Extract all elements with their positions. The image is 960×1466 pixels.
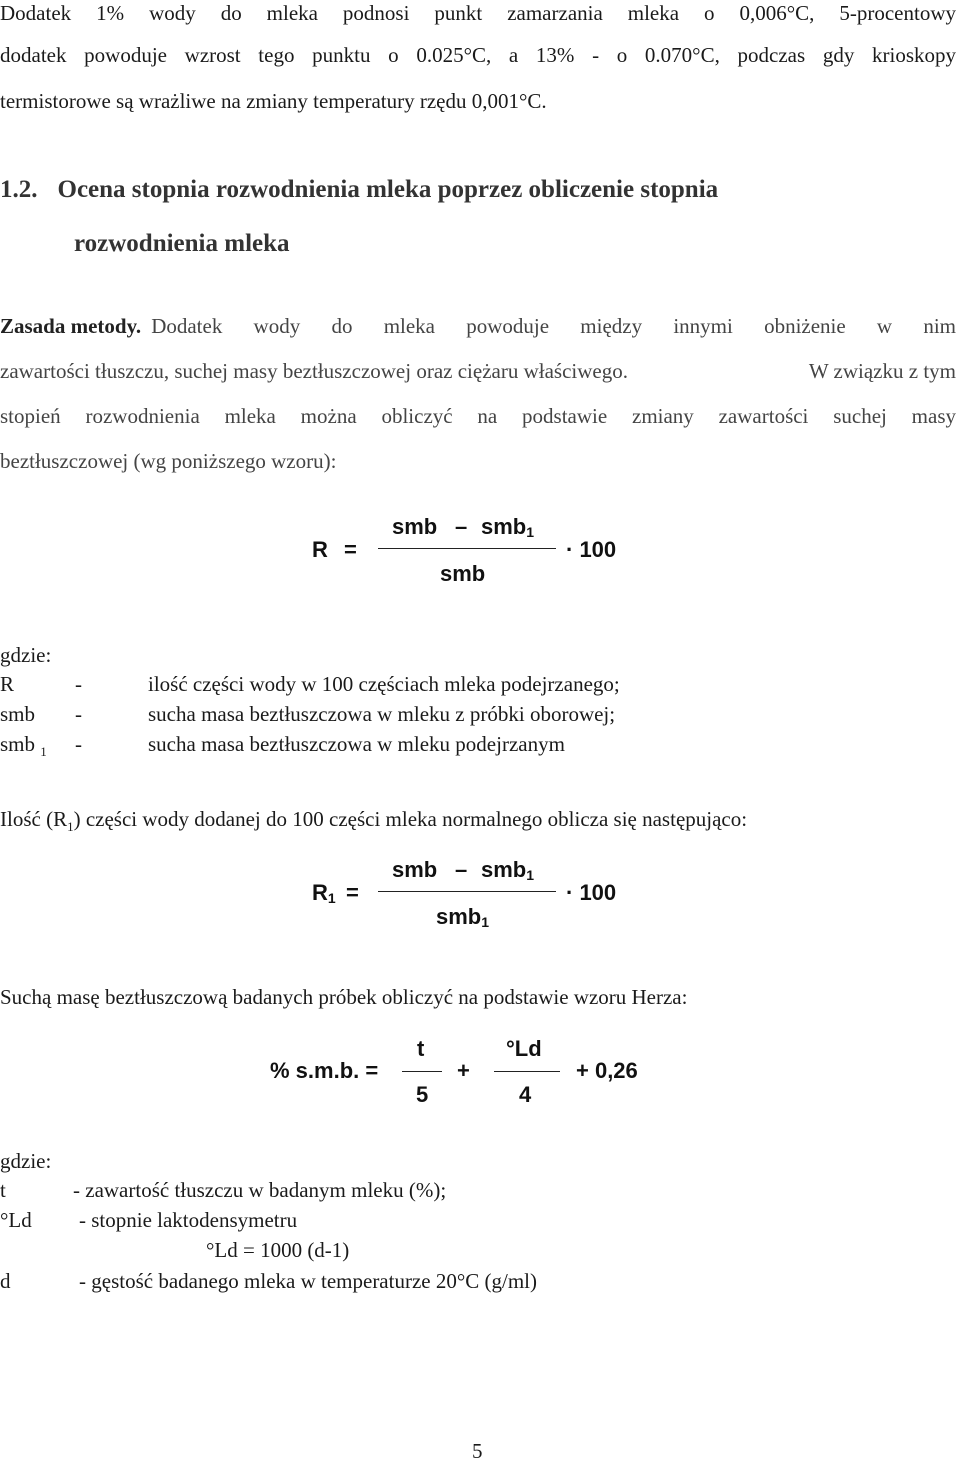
method-line-2 bbox=[0, 356, 956, 386]
formula-1-equals: = bbox=[344, 537, 357, 562]
formula-2-numerator-dash: – bbox=[455, 857, 468, 882]
formula-3-lhs: % s.m.b. = bbox=[270, 1058, 379, 1083]
formula-3-fraction-2-numerator: °Ld bbox=[506, 1036, 542, 1061]
method-line-1-text: Dodatek wody do mleka powoduje między innymi obniżenie w nim bbox=[151, 314, 956, 338]
method-line-2a: zawartości tłuszczu, suchej masy beztłuszczowej oraz ciężaru właściwego. bbox=[0, 359, 628, 383]
formula-2-denominator: smb1 bbox=[436, 904, 490, 930]
legend-1-dash: - bbox=[75, 672, 82, 696]
herz-description: Suchą masę beztłuszczową badanych próbek obliczyć na podstawie wzoru Herza: bbox=[0, 985, 688, 1009]
formula-3-tail: + 0,26 bbox=[576, 1058, 638, 1083]
formula-3-plus: + bbox=[457, 1058, 470, 1083]
method-line-2b: W związku z tym bbox=[808, 359, 956, 383]
method-line-4: beztłuszczowej (wg poniższego wzoru): bbox=[0, 449, 337, 473]
formula-1-multiplier: · 100 bbox=[566, 537, 617, 562]
legend-2-description: - gęstość badanego mleka w temperaturze 20°C (g/ml) bbox=[79, 1269, 537, 1293]
section-title-line-2: rozwodnienia mleka bbox=[74, 230, 290, 257]
method-line-3: stopień rozwodnienia mleka można obliczyć na podstawie zmiany zawartości suchej masy bbox=[0, 404, 956, 428]
r1-description: Ilość $(R_1)$ części wody dodanej do 100 części mleka normalnego oblicza się następująco: bbox=[0, 807, 748, 835]
legend-1-description: sucha masa beztłuszczowa w mleku podejrzanym bbox=[148, 732, 565, 756]
formula-3-fraction-1-bar bbox=[402, 1071, 442, 1072]
formula-2-numerator-b: smb1 bbox=[481, 857, 535, 883]
formula-2-lhs: R1 bbox=[312, 880, 336, 906]
formula-3-fraction-1-numerator: t bbox=[417, 1036, 425, 1061]
formula-2-multiplier: · 100 bbox=[566, 880, 617, 905]
intro-line-2: dodatek powoduje wzrost tego punktu o 0.025°C, a 13% - o 0.070°C, podczas gdy krioskopy bbox=[0, 43, 956, 67]
legend-1-symbol: smb bbox=[0, 702, 36, 726]
formula-2-fraction-bar bbox=[378, 891, 556, 892]
intro-line-3: termistorowe są wrażliwe na zmiany temperatury rzędu 0,001°C. bbox=[0, 89, 547, 113]
legend-1-description: ilość części wody w 100 częściach mleka podejrzanego; bbox=[148, 672, 620, 696]
section-title-line-1: Ocena stopnia rozwodnienia mleka poprzez obliczenie stopnia bbox=[57, 176, 719, 203]
formula-1-lhs: R bbox=[312, 537, 328, 562]
legend-2-symbol: °Ld bbox=[0, 1208, 32, 1232]
legend-1-dash: - bbox=[75, 732, 82, 756]
formula-1-fraction-bar bbox=[378, 548, 556, 549]
page-number: 5 bbox=[472, 1439, 483, 1463]
formula-2-numerator-a: smb bbox=[392, 857, 438, 882]
legend-1-dash: - bbox=[75, 702, 82, 726]
legend-1-symbol: smb $_1$ bbox=[0, 732, 47, 760]
legend-2-symbol: t bbox=[0, 1178, 6, 1202]
legend-1-heading: gdzie: bbox=[0, 643, 52, 667]
formula-1-numerator-b: smb1 bbox=[481, 514, 535, 540]
legend-2-description: - stopnie laktodensymetru bbox=[79, 1208, 298, 1232]
formula-3-fraction-1-denominator: 5 bbox=[416, 1082, 429, 1107]
method-line-1 bbox=[0, 311, 956, 341]
formula-1-numerator-dash: – bbox=[455, 514, 468, 539]
legend-2-ld-formula: °Ld = 1000 (d-1) bbox=[206, 1238, 350, 1262]
method-lead: Zasada metody. bbox=[0, 314, 142, 338]
formula-3-fraction-2-denominator: 4 bbox=[519, 1082, 532, 1107]
formula-3-fraction-2-bar bbox=[494, 1071, 560, 1072]
legend-1-symbol: R bbox=[0, 672, 15, 696]
formula-1-numerator-a: smb bbox=[392, 514, 438, 539]
formula-2-equals: = bbox=[346, 880, 359, 905]
legend-2-symbol: d bbox=[0, 1269, 11, 1293]
legend-1-description: sucha masa beztłuszczowa w mleku z próbki oborowej; bbox=[148, 702, 616, 726]
formula-1-denominator: smb bbox=[440, 561, 486, 586]
section-heading-line-1 bbox=[0, 176, 956, 204]
intro-line-1: Dodatek 1% wody do mleka podnosi punkt zamarzania mleka o 0,006°C, 5-procentowy bbox=[0, 1, 956, 25]
section-number: 1.2. bbox=[0, 176, 38, 203]
legend-2-heading: gdzie: bbox=[0, 1149, 52, 1173]
legend-2-description: - zawartość tłuszczu w badanym mleku (%); bbox=[73, 1178, 447, 1202]
